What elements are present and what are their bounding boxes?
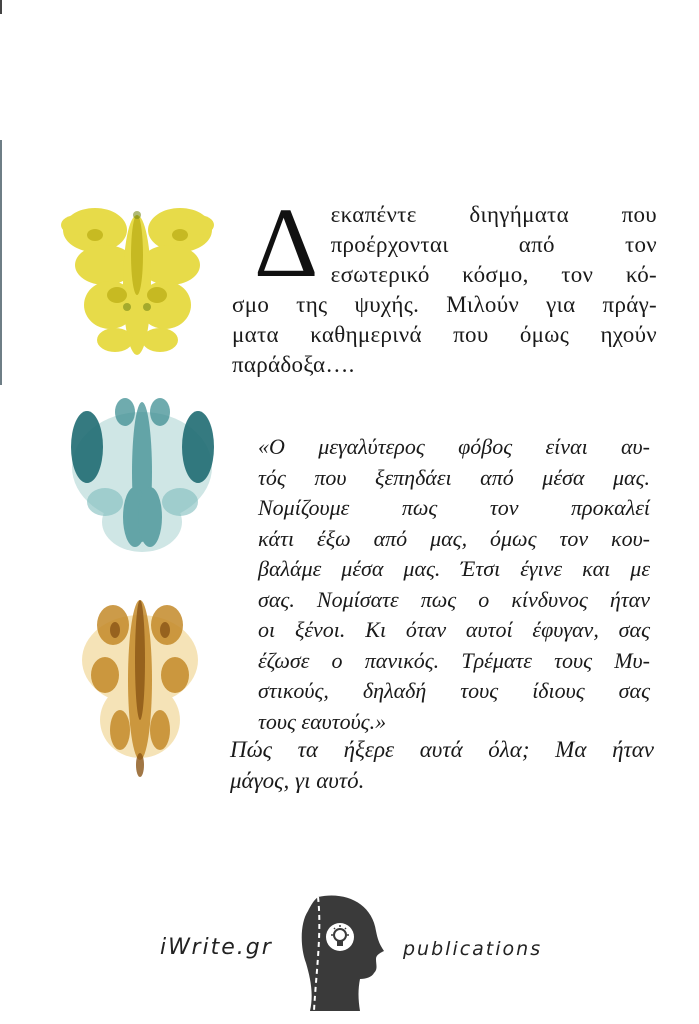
quote-line: κάτι έξω από μας, όμως τον κου- — [258, 525, 650, 551]
intro-line: προέρχονται από τον — [330, 232, 657, 257]
quote-block — [258, 432, 650, 737]
closing-paragraph — [230, 734, 654, 796]
intro-paragraph — [232, 187, 657, 380]
quote-line: «Ο μεγαλύτερος φόβος είναι αυ- — [258, 434, 650, 459]
quote-line: τους εαυτούς.» — [258, 708, 387, 734]
drop-cap-letter: Δ — [254, 187, 319, 298]
quote-line: Νομίζουμε πως τον προκαλεί — [258, 495, 650, 520]
edge-mark-top — [0, 0, 2, 14]
quote-line: έζωσε ο πανικός. Τρέματε τους Μυ- — [258, 647, 650, 673]
intro-line: παράδοξα…. — [232, 352, 355, 377]
closing-line: Πώς τα ήξερε αυτά όλα; Μα ήταν — [230, 737, 654, 762]
yellow-inkblot-illustration — [55, 195, 220, 365]
quote-line: οι ξένοι. Κι όταν αυτοί έφυγαν, σας — [258, 617, 650, 642]
edge-mark-side — [0, 140, 2, 385]
quote-line: στικούς, δηλαδή τους ίδιους σας — [258, 678, 650, 703]
intro-line: σμο της ψυχής. Μιλούν για πράγ- — [232, 292, 657, 317]
intro-line: ματα καθημερινά που όμως ηχούν — [232, 322, 657, 347]
quote-line: σας. Νομίσατε πως ο κίνδυνος ήταν — [258, 586, 650, 612]
ochre-inkblot-illustration — [75, 590, 205, 780]
quote-line: τός που ξεπηδάει από μέσα μας. — [258, 464, 650, 490]
intro-line: εκαπέντε διηγήματα που — [330, 202, 657, 227]
closing-line: μάγος, γι αυτό. — [230, 768, 365, 793]
publications-label: publications — [403, 938, 543, 960]
quote-line: βαλάμε μέσα μας. Έτσι έγινε και με — [258, 556, 650, 581]
brand-name: iWrite.gr — [160, 935, 273, 960]
intro-line: εσωτερικό κόσμο, τον κό- — [330, 262, 657, 287]
teal-inkblot-illustration — [65, 392, 220, 562]
head-lightbulb-logo-icon — [300, 893, 384, 1011]
